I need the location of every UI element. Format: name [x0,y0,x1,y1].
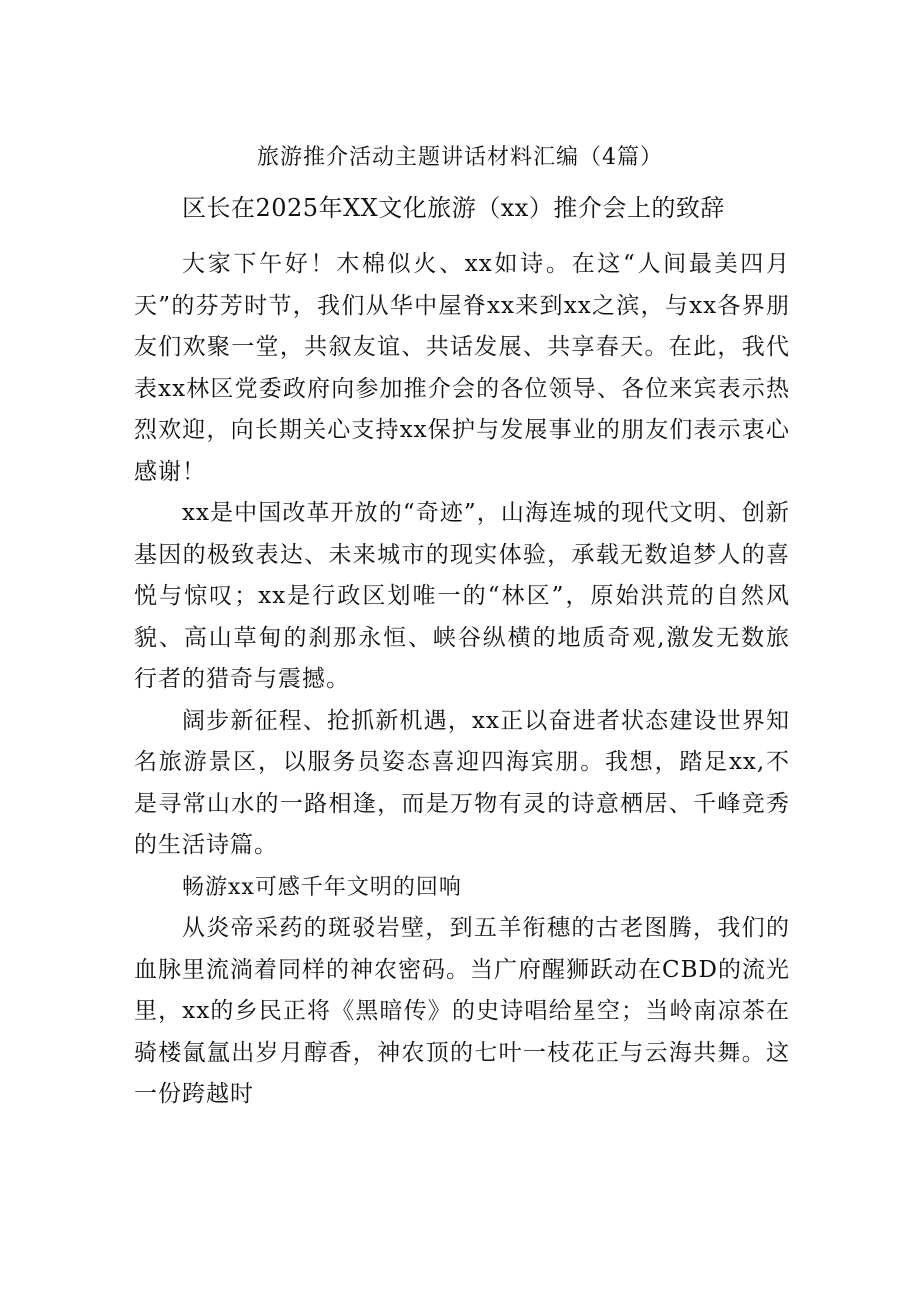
paragraph-culture: 从炎帝采药的斑驳岩壁，到五羊衔穗的古老图腾，我们的血脉里流淌着同样的神农密码。当广府醒狮跃动在CBD的流光里，xx的乡民正将《黑暗传》的史诗唱给星空；当岭南凉茶在骑楼氤氲出岁月醇香，神农顶的七叶一枝花正与云海共舞。这一份跨越时 [134,915,790,1107]
paragraph-new-journey: 阔步新征程、抢抓新机遇，xx正以奋进者状态建设世界知名旅游景区，以服务员姿态喜迎四海宾朋。我想，踏足xx,不是寻常山水的一路相逢，而是万物有灵的诗意栖居、千峰竞秀的生活诗篇。 [134,707,790,858]
document-body [134,244,790,1116]
paragraph-introduction: xx是中国改革开放的“奇迹”，山海连城的现代文明、创新基因的极致表达、未来城市的现实体验，承载无数追梦人的喜悦与惊叹；xx是行政区划唯一的“林区”，原始洪荒的自然风貌、高山草甸的刹那永恒、峡谷纵横的地质奇观,激发无数旅行者的猎奇与震撼。 [134,500,790,692]
document-title: 旅游推介活动主题讲话材料汇编（4篇） [257,145,663,170]
subheading: 畅游xx可感千年文明的回响 [182,874,462,900]
section-title: 区长在2025年XX文化旅游（xx）推介会上的致辞 [182,194,725,222]
paragraph-greeting: 大家下午好！木棉似火、xx如诗。在这“人间最美四月天”的芬芳时节，我们从华中屋脊xx来到xx之滨，与xx各界朋友们欢聚一堂，共叙友谊、共话发展、共享春天。在此，我代表xx林区党委政府向参加推介会的各位领导、各位来宾表示热烈欢迎，向长期关心支持xx保护与发展事业的朋友们表示衷心感谢！ [134,251,790,485]
